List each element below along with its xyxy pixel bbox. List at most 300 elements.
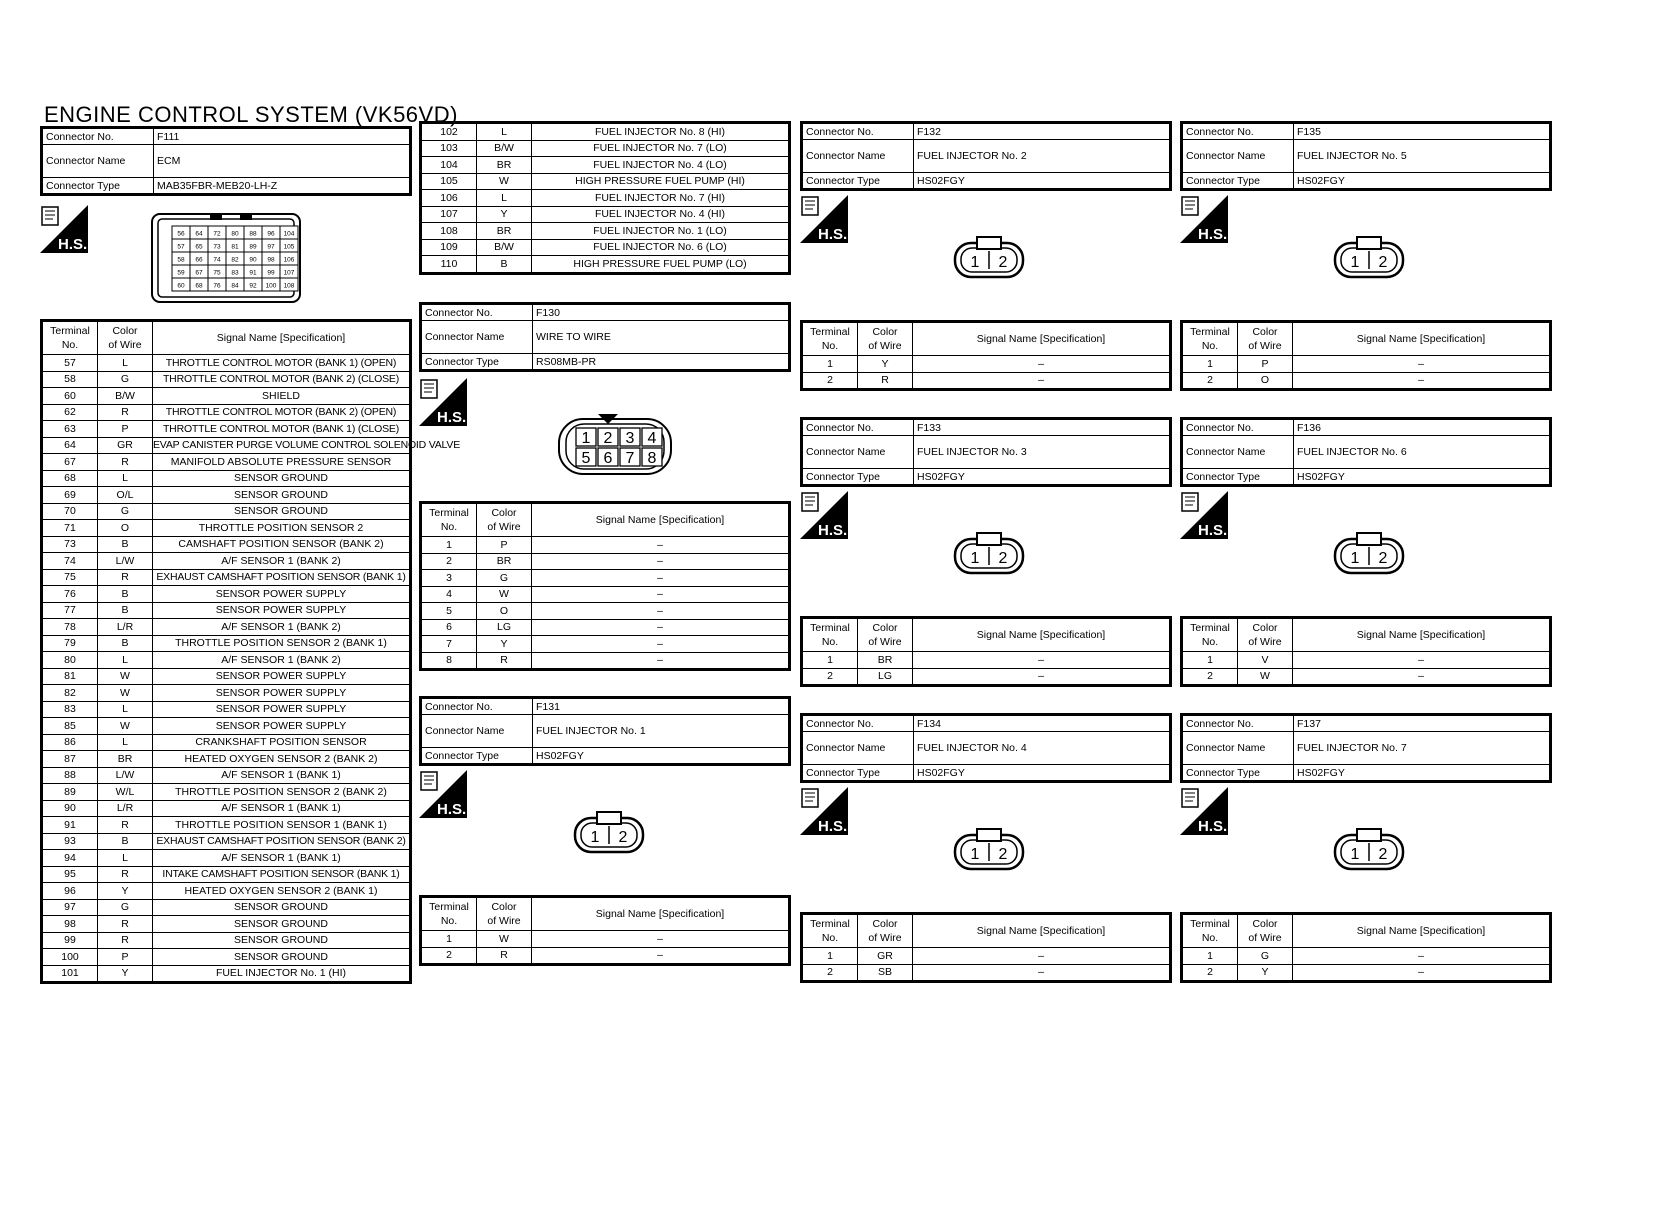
label: Color bbox=[491, 507, 517, 519]
terminal-no: 2 bbox=[802, 372, 858, 390]
f131-terminal-table bbox=[419, 895, 791, 966]
pin-label: 2 bbox=[998, 254, 1008, 271]
connector-info-table bbox=[419, 696, 791, 766]
connector-type: HS02FGY bbox=[1294, 765, 1551, 782]
signal-name: A/F SENSOR 1 (BANK 2) bbox=[153, 652, 411, 669]
signal-header: Signal Name [Specification] bbox=[1293, 914, 1551, 948]
label: Color bbox=[1252, 622, 1278, 634]
wire-color: B/W bbox=[98, 388, 153, 405]
table-row bbox=[421, 603, 790, 620]
label: Connector Name bbox=[42, 145, 154, 178]
terminal-no: 96 bbox=[42, 883, 98, 900]
wire-color: R bbox=[477, 652, 532, 670]
f130-terminal-table bbox=[419, 501, 791, 671]
label: No. bbox=[440, 521, 458, 533]
terminal-no: 104 bbox=[421, 157, 477, 174]
label: Connector Name bbox=[1182, 732, 1294, 765]
terminal-no: 93 bbox=[42, 833, 98, 850]
wire-color: Y bbox=[1238, 964, 1293, 982]
label: Connector Type bbox=[1182, 469, 1294, 486]
connector-type: MAB35FBR-MEB20-LH-Z bbox=[154, 178, 411, 195]
wire-color: BR bbox=[98, 751, 153, 768]
harness-side-icon bbox=[419, 770, 467, 818]
connector-info-table bbox=[1180, 417, 1552, 487]
label: Color bbox=[872, 326, 898, 338]
pin-label: 5 bbox=[581, 450, 591, 467]
wire-color: R bbox=[477, 947, 532, 965]
table-row bbox=[42, 965, 411, 983]
wire-color: L/W bbox=[98, 767, 153, 784]
label: of Wire bbox=[868, 636, 902, 648]
hs-label: H.S. bbox=[437, 801, 467, 818]
ecm-terminal-cont-block bbox=[419, 121, 791, 275]
pin-label: 81 bbox=[231, 243, 239, 251]
wire-color: L bbox=[477, 123, 532, 141]
terminal-header bbox=[421, 897, 477, 931]
wire-color: R bbox=[98, 916, 153, 933]
table-row bbox=[421, 537, 790, 554]
table-row bbox=[421, 586, 790, 603]
terminal-header bbox=[802, 322, 858, 356]
wire-color: V bbox=[1238, 652, 1293, 669]
label: Connector Type bbox=[1182, 765, 1294, 782]
label: Connector No. bbox=[421, 698, 533, 715]
table-row bbox=[42, 619, 411, 636]
wire-color: B bbox=[98, 536, 153, 553]
signal-name: EVAP CANISTER PURGE VOLUME CONTROL SOLENOID VALVE bbox=[153, 437, 411, 454]
table-row bbox=[42, 553, 411, 570]
label: of Wire bbox=[1248, 932, 1282, 944]
terminal-no: 105 bbox=[421, 173, 477, 190]
signal-name: A/F SENSOR 1 (BANK 2) bbox=[153, 553, 411, 570]
f135-terminal-table bbox=[1180, 320, 1552, 391]
wire-color: O bbox=[1238, 372, 1293, 390]
f133-terminal-block bbox=[800, 616, 1172, 687]
terminal-no: 63 bbox=[42, 421, 98, 438]
signal-name: SENSOR POWER SUPPLY bbox=[153, 701, 411, 718]
signal-name: EXHAUST CAMSHAFT POSITION SENSOR (BANK 1) bbox=[153, 569, 411, 586]
signal-name: – bbox=[532, 947, 790, 965]
connector-info-table bbox=[40, 126, 412, 196]
wire-color: GR bbox=[858, 948, 913, 965]
color-header bbox=[1238, 618, 1293, 652]
wire-color: G bbox=[98, 503, 153, 520]
label: Connector Type bbox=[802, 173, 914, 190]
label: No. bbox=[821, 636, 839, 648]
table-row bbox=[1182, 948, 1551, 965]
table-row bbox=[802, 652, 1171, 669]
label: Connector Name bbox=[802, 140, 914, 173]
table-row bbox=[42, 355, 411, 372]
wire-color: R bbox=[98, 569, 153, 586]
label: No. bbox=[1201, 636, 1219, 648]
pin-label: 2 bbox=[618, 829, 628, 846]
pin-label: 64 bbox=[195, 230, 203, 238]
signal-header: Signal Name [Specification] bbox=[153, 321, 411, 355]
table-row bbox=[42, 503, 411, 520]
signal-name: – bbox=[913, 652, 1171, 669]
connector-type: HS02FGY bbox=[914, 765, 1171, 782]
wire-color: BR bbox=[477, 553, 532, 570]
terminal-no: 94 bbox=[42, 850, 98, 867]
terminal-header bbox=[1182, 914, 1238, 948]
connector-type: HS02FGY bbox=[1294, 469, 1551, 486]
label: of Wire bbox=[108, 339, 142, 351]
table-row bbox=[802, 964, 1171, 982]
label: of Wire bbox=[1248, 340, 1282, 352]
wire-color: W bbox=[98, 685, 153, 702]
wire-color: Y bbox=[98, 883, 153, 900]
pin-label: 1 bbox=[970, 550, 980, 567]
pin-label: 90 bbox=[249, 256, 257, 264]
harness-side-icon bbox=[800, 491, 848, 539]
f135-connector-face bbox=[1333, 235, 1405, 281]
connector-name: FUEL INJECTOR No. 4 bbox=[914, 732, 1171, 765]
wire-color: B bbox=[98, 635, 153, 652]
signal-name: A/F SENSOR 1 (BANK 1) bbox=[153, 800, 411, 817]
terminal-header bbox=[802, 914, 858, 948]
wire-color: BR bbox=[858, 652, 913, 669]
terminal-no: 97 bbox=[42, 899, 98, 916]
table-row bbox=[42, 404, 411, 421]
table-row bbox=[42, 899, 411, 916]
f137-connector-face bbox=[1333, 827, 1405, 873]
wire-color: L bbox=[98, 850, 153, 867]
label: Connector Name bbox=[421, 715, 533, 748]
label: of Wire bbox=[868, 932, 902, 944]
terminal-no: 95 bbox=[42, 866, 98, 883]
f131-terminal-block bbox=[419, 895, 791, 966]
terminal-header bbox=[1182, 618, 1238, 652]
signal-name: FUEL INJECTOR No. 4 (LO) bbox=[532, 157, 790, 174]
terminal-no: 79 bbox=[42, 635, 98, 652]
f137-terminal-table bbox=[1180, 912, 1552, 983]
terminal-no: 1 bbox=[421, 931, 477, 948]
signal-name: – bbox=[532, 619, 790, 636]
connector-type: HS02FGY bbox=[1294, 173, 1551, 190]
table-row bbox=[42, 520, 411, 537]
pin-label: 97 bbox=[267, 243, 275, 251]
harness-side-icon bbox=[1180, 491, 1228, 539]
signal-header: Signal Name [Specification] bbox=[913, 322, 1171, 356]
terminal-no: 99 bbox=[42, 932, 98, 949]
terminal-no: 4 bbox=[421, 586, 477, 603]
connector-no: F111 bbox=[154, 128, 411, 145]
connector-no: F130 bbox=[533, 304, 790, 321]
label: Terminal bbox=[429, 901, 469, 913]
color-header bbox=[98, 321, 153, 355]
terminal-no: 68 bbox=[42, 470, 98, 487]
connector-type: HS02FGY bbox=[533, 748, 790, 765]
hs-label: H.S. bbox=[58, 236, 88, 253]
signal-name: SENSOR GROUND bbox=[153, 949, 411, 966]
hs-label: H.S. bbox=[1198, 226, 1228, 243]
pin-label: 108 bbox=[283, 282, 295, 290]
connector-name: FUEL INJECTOR No. 7 bbox=[1294, 732, 1551, 765]
signal-header: Signal Name [Specification] bbox=[532, 897, 790, 931]
pin-label: 8 bbox=[647, 450, 657, 467]
pin-label: 75 bbox=[213, 269, 221, 277]
connector-f135-block bbox=[1180, 121, 1552, 191]
label: Connector No. bbox=[802, 419, 914, 436]
table-row bbox=[42, 454, 411, 471]
table-row bbox=[42, 487, 411, 504]
hs-label: H.S. bbox=[1198, 818, 1228, 835]
connector-name: ECM bbox=[154, 145, 411, 178]
table-row bbox=[42, 718, 411, 735]
label: Connector Name bbox=[421, 321, 533, 354]
pin-label: 72 bbox=[213, 230, 221, 238]
label: Connector Type bbox=[42, 178, 154, 195]
table-row bbox=[42, 470, 411, 487]
terminal-no: 85 bbox=[42, 718, 98, 735]
connector-no: F135 bbox=[1294, 123, 1551, 140]
label: Connector No. bbox=[42, 128, 154, 145]
signal-name: THROTTLE CONTROL MOTOR (BANK 1) (CLOSE) bbox=[153, 421, 411, 438]
label: Connector Name bbox=[1182, 140, 1294, 173]
f135-terminal-block bbox=[1180, 320, 1552, 391]
f130-connector-face bbox=[556, 414, 676, 478]
connector-type: HS02FGY bbox=[914, 173, 1171, 190]
terminal-header bbox=[802, 618, 858, 652]
pin-label: 92 bbox=[249, 282, 257, 290]
table-row bbox=[421, 206, 790, 223]
pin-label: 2 bbox=[1378, 846, 1388, 863]
signal-name: THROTTLE POSITION SENSOR 2 (BANK 2) bbox=[153, 784, 411, 801]
connector-no: F137 bbox=[1294, 715, 1551, 732]
color-header bbox=[858, 322, 913, 356]
label: Connector Type bbox=[421, 354, 533, 371]
terminal-no: 106 bbox=[421, 190, 477, 207]
wire-color: B bbox=[98, 586, 153, 603]
terminal-no: 5 bbox=[421, 603, 477, 620]
terminal-no: 80 bbox=[42, 652, 98, 669]
wire-color: Y bbox=[477, 636, 532, 653]
table-row bbox=[421, 223, 790, 240]
signal-name: SENSOR GROUND bbox=[153, 487, 411, 504]
table-row bbox=[421, 570, 790, 587]
label: Connector Name bbox=[802, 732, 914, 765]
signal-name: A/F SENSOR 1 (BANK 2) bbox=[153, 619, 411, 636]
label: Color bbox=[872, 918, 898, 930]
label: Terminal bbox=[1190, 326, 1230, 338]
pin-label: 107 bbox=[283, 269, 295, 277]
wire-color: W bbox=[477, 173, 532, 190]
signal-name: HIGH PRESSURE FUEL PUMP (HI) bbox=[532, 173, 790, 190]
pin-label: 76 bbox=[213, 282, 221, 290]
pin-label: 84 bbox=[231, 282, 239, 290]
hs-label: H.S. bbox=[818, 818, 848, 835]
table-row bbox=[42, 932, 411, 949]
color-header bbox=[477, 897, 532, 931]
wire-color: B bbox=[98, 602, 153, 619]
color-header bbox=[477, 503, 532, 537]
terminal-no: 102 bbox=[421, 123, 477, 141]
signal-name: – bbox=[1293, 964, 1551, 982]
terminal-no: 1 bbox=[1182, 652, 1238, 669]
terminal-no: 75 bbox=[42, 569, 98, 586]
f132-terminal-block bbox=[800, 320, 1172, 391]
pin-label: 6 bbox=[603, 450, 613, 467]
table-row bbox=[421, 239, 790, 256]
hs-label: H.S. bbox=[818, 522, 848, 539]
page-title: ENGINE CONTROL SYSTEM (VK56VD) bbox=[44, 102, 458, 127]
terminal-no: 90 bbox=[42, 800, 98, 817]
table-row bbox=[802, 948, 1171, 965]
connector-f111-block bbox=[40, 126, 412, 196]
terminal-no: 78 bbox=[42, 619, 98, 636]
table-row bbox=[421, 173, 790, 190]
label: Connector No. bbox=[802, 715, 914, 732]
pin-label: 1 bbox=[581, 430, 591, 447]
wire-color: LG bbox=[477, 619, 532, 636]
signal-name: SENSOR POWER SUPPLY bbox=[153, 602, 411, 619]
connector-name: WIRE TO WIRE bbox=[533, 321, 790, 354]
terminal-no: 64 bbox=[42, 437, 98, 454]
wire-color: W bbox=[477, 931, 532, 948]
signal-name: HEATED OXYGEN SENSOR 2 (BANK 2) bbox=[153, 751, 411, 768]
terminal-no: 110 bbox=[421, 256, 477, 274]
table-row bbox=[42, 602, 411, 619]
table-row bbox=[42, 883, 411, 900]
terminal-no: 2 bbox=[1182, 964, 1238, 982]
pin-label: 1 bbox=[1350, 254, 1360, 271]
f136-connector-face bbox=[1333, 531, 1405, 577]
wire-color: B bbox=[98, 833, 153, 850]
label: Connector Name bbox=[1182, 436, 1294, 469]
f136-terminal-block bbox=[1180, 616, 1552, 687]
terminal-no: 67 bbox=[42, 454, 98, 471]
pin-label: 83 bbox=[231, 269, 239, 277]
pin-label: 2 bbox=[1378, 550, 1388, 567]
pin-label: 74 bbox=[213, 256, 221, 264]
signal-name: – bbox=[532, 636, 790, 653]
signal-name: – bbox=[913, 372, 1171, 390]
pin-label: 82 bbox=[231, 256, 239, 264]
wire-color: P bbox=[98, 949, 153, 966]
terminal-no: 71 bbox=[42, 520, 98, 537]
signal-name: FUEL INJECTOR No. 7 (LO) bbox=[532, 140, 790, 157]
signal-name: CAMSHAFT POSITION SENSOR (BANK 2) bbox=[153, 536, 411, 553]
table-row bbox=[42, 652, 411, 669]
pin-label: 91 bbox=[249, 269, 257, 277]
signal-name: – bbox=[913, 948, 1171, 965]
terminal-no: 88 bbox=[42, 767, 98, 784]
wire-color: R bbox=[98, 866, 153, 883]
terminal-no: 1 bbox=[802, 948, 858, 965]
wire-color: L bbox=[98, 701, 153, 718]
signal-name: – bbox=[532, 603, 790, 620]
label: Connector No. bbox=[1182, 419, 1294, 436]
signal-name: HIGH PRESSURE FUEL PUMP (LO) bbox=[532, 256, 790, 274]
connector-name: FUEL INJECTOR No. 1 bbox=[533, 715, 790, 748]
table-row bbox=[42, 850, 411, 867]
signal-name: – bbox=[532, 586, 790, 603]
pin-label: 80 bbox=[231, 230, 239, 238]
signal-name: SENSOR GROUND bbox=[153, 916, 411, 933]
signal-name: SENSOR GROUND bbox=[153, 503, 411, 520]
label: Connector Name bbox=[802, 436, 914, 469]
harness-side-icon bbox=[800, 787, 848, 835]
connector-info-table bbox=[800, 713, 1172, 783]
signal-name: MANIFOLD ABSOLUTE PRESSURE SENSOR bbox=[153, 454, 411, 471]
pin-label: 104 bbox=[283, 230, 295, 238]
label: No. bbox=[61, 339, 79, 351]
table-row bbox=[1182, 356, 1551, 373]
signal-name: SENSOR POWER SUPPLY bbox=[153, 668, 411, 685]
signal-name: SENSOR POWER SUPPLY bbox=[153, 685, 411, 702]
terminal-no: 2 bbox=[1182, 372, 1238, 390]
wire-color: P bbox=[477, 537, 532, 554]
label: Connector No. bbox=[421, 304, 533, 321]
signal-name: SHIELD bbox=[153, 388, 411, 405]
terminal-no: 81 bbox=[42, 668, 98, 685]
terminal-no: 74 bbox=[42, 553, 98, 570]
terminal-no: 2 bbox=[802, 668, 858, 686]
terminal-no: 6 bbox=[421, 619, 477, 636]
wire-color: L bbox=[98, 355, 153, 372]
table-row bbox=[1182, 668, 1551, 686]
label: No. bbox=[1201, 340, 1219, 352]
connector-f132-block bbox=[800, 121, 1172, 191]
pin-label: 56 bbox=[177, 230, 185, 238]
label: Terminal bbox=[429, 507, 469, 519]
terminal-no: 77 bbox=[42, 602, 98, 619]
signal-name: A/F SENSOR 1 (BANK 1) bbox=[153, 850, 411, 867]
terminal-no: 1 bbox=[1182, 948, 1238, 965]
signal-name: FUEL INJECTOR No. 1 (LO) bbox=[532, 223, 790, 240]
signal-name: – bbox=[913, 668, 1171, 686]
label: Connector Type bbox=[1182, 173, 1294, 190]
signal-name: THROTTLE CONTROL MOTOR (BANK 2) (OPEN) bbox=[153, 404, 411, 421]
wire-color: B/W bbox=[477, 140, 532, 157]
wire-color: G bbox=[98, 899, 153, 916]
wire-color: R bbox=[98, 404, 153, 421]
pin-label: 73 bbox=[213, 243, 221, 251]
terminal-no: 108 bbox=[421, 223, 477, 240]
terminal-no: 60 bbox=[42, 388, 98, 405]
pin-label: 89 bbox=[249, 243, 257, 251]
wire-color: GR bbox=[98, 437, 153, 454]
signal-header: Signal Name [Specification] bbox=[1293, 322, 1551, 356]
wire-color: P bbox=[1238, 356, 1293, 373]
signal-name: THROTTLE POSITION SENSOR 1 (BANK 1) bbox=[153, 817, 411, 834]
wire-color: R bbox=[98, 932, 153, 949]
label: Terminal bbox=[810, 622, 850, 634]
connector-f137-block bbox=[1180, 713, 1552, 783]
label: No. bbox=[440, 915, 458, 927]
connector-name: FUEL INJECTOR No. 5 bbox=[1294, 140, 1551, 173]
table-row bbox=[42, 734, 411, 751]
color-header bbox=[1238, 914, 1293, 948]
connector-no: F134 bbox=[914, 715, 1171, 732]
wire-color: BR bbox=[477, 157, 532, 174]
terminal-no: 82 bbox=[42, 685, 98, 702]
pin-label: 57 bbox=[177, 243, 185, 251]
wire-color: R bbox=[98, 817, 153, 834]
signal-name: – bbox=[532, 931, 790, 948]
signal-name: HEATED OXYGEN SENSOR 2 (BANK 1) bbox=[153, 883, 411, 900]
terminal-no: 2 bbox=[802, 964, 858, 982]
table-row bbox=[42, 685, 411, 702]
terminal-no: 1 bbox=[421, 537, 477, 554]
terminal-no: 8 bbox=[421, 652, 477, 670]
table-row bbox=[421, 619, 790, 636]
wire-color: W bbox=[1238, 668, 1293, 686]
pin-label: 1 bbox=[970, 254, 980, 271]
table-row bbox=[421, 947, 790, 965]
table-row bbox=[802, 372, 1171, 390]
